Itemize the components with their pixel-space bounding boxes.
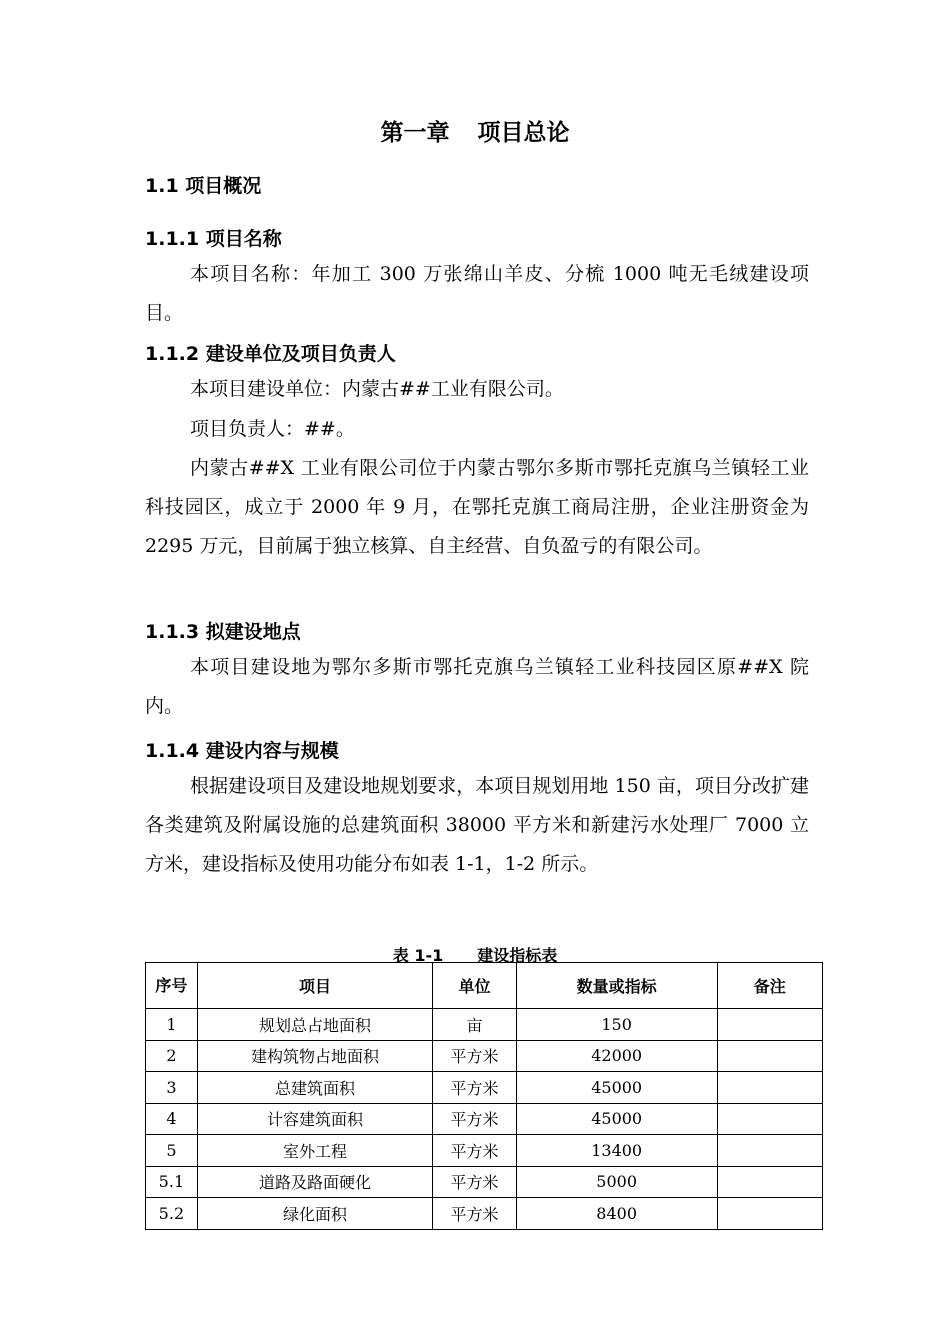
- cell-remark: [717, 1072, 822, 1104]
- paragraph-company-intro: 内蒙古##X 工业有限公司位于内蒙古鄂尔多斯市鄂托克旗乌兰镇轻工业科技园区，成立于 2000 年 9 月，在鄂托克旗工商局注册，企业注册资金为 2295 万元，目前属于独立核算、自主经营、自负盈亏的有限公司。: [145, 457, 809, 557]
- cell-quantity: 13400: [516, 1135, 717, 1167]
- section-heading-1-1-2: 1.1.2 建设单位及项目负责人: [145, 343, 396, 365]
- cell-unit: 平方米: [433, 1166, 517, 1198]
- cell-unit: 平方米: [433, 1135, 517, 1167]
- cell-remark: [717, 1135, 822, 1167]
- table-caption-title: 建设指标表: [477, 946, 558, 965]
- table-row: [146, 1166, 823, 1198]
- table-row: [146, 1009, 823, 1041]
- cell-unit: 平方米: [433, 1072, 517, 1104]
- chapter-name: 项目总论: [477, 120, 570, 146]
- cell-quantity: 45000: [516, 1072, 717, 1104]
- cell-unit: 平方米: [433, 1198, 517, 1230]
- header-quantity: 数量或指标: [516, 963, 717, 1009]
- cell-item: 道路及路面硬化: [197, 1166, 432, 1198]
- header-seq: 序号: [146, 963, 198, 1009]
- chapter-title: [0, 114, 950, 147]
- paragraph-scale: 根据建设项目及建设地规划要求，本项目规划用地 150 亩，项目分改扩建各类建筑及附属设施的总建筑面积 38000 平方米和新建污水处理厂 7000 立方米，建设指标及使用功能分布如表 1-1，1-2 所示。: [145, 775, 809, 875]
- cell-seq: 2: [146, 1040, 198, 1072]
- cell-item: 计容建筑面积: [197, 1103, 432, 1135]
- table-row: [146, 1135, 823, 1167]
- cell-seq: 1: [146, 1009, 198, 1041]
- cell-item: 建构筑物占地面积: [197, 1040, 432, 1072]
- cell-unit: 亩: [433, 1009, 517, 1041]
- cell-quantity: 42000: [516, 1040, 717, 1072]
- cell-seq: 4: [146, 1103, 198, 1135]
- table-header-row: [146, 963, 823, 1009]
- cell-item: 总建筑面积: [197, 1072, 432, 1104]
- paragraph-site: 本项目建设地为鄂尔多斯市鄂托克旗乌兰镇轻工业科技园区原##X 院内。: [145, 656, 809, 717]
- cell-seq: 5.2: [146, 1198, 198, 1230]
- paragraph-project-leader: 项目负责人：##。: [190, 418, 355, 440]
- construction-index-table: [145, 962, 823, 1230]
- table-row: [146, 1103, 823, 1135]
- chapter-number: 第一章: [380, 120, 450, 146]
- table-row: [146, 1040, 823, 1072]
- cell-quantity: 150: [516, 1009, 717, 1041]
- cell-remark: [717, 1040, 822, 1072]
- section-heading-1-1-3: 1.1.3 拟建设地点: [145, 621, 301, 643]
- cell-quantity: 8400: [516, 1198, 717, 1230]
- cell-remark: [717, 1166, 822, 1198]
- cell-item: 绿化面积: [197, 1198, 432, 1230]
- table-row: [146, 1198, 823, 1230]
- header-item: 项目: [197, 963, 432, 1009]
- cell-seq: 5: [146, 1135, 198, 1167]
- cell-item: 室外工程: [197, 1135, 432, 1167]
- section-heading-1-1-1: 1.1.1 项目名称: [145, 228, 282, 250]
- header-unit: 单位: [433, 963, 517, 1009]
- cell-remark: [717, 1198, 822, 1230]
- cell-unit: 平方米: [433, 1040, 517, 1072]
- header-remark: 备注: [717, 963, 822, 1009]
- cell-item: 规划总占地面积: [197, 1009, 432, 1041]
- cell-remark: [717, 1009, 822, 1041]
- paragraph-construction-unit: 本项目建设单位：内蒙古##工业有限公司。: [190, 378, 564, 400]
- cell-seq: 5.1: [146, 1166, 198, 1198]
- cell-quantity: 5000: [516, 1166, 717, 1198]
- cell-remark: [717, 1103, 822, 1135]
- table-row: [146, 1072, 823, 1104]
- paragraph-project-name: 本项目名称：年加工 300 万张绵山羊皮、分梳 1000 吨无毛绒建设项目。: [145, 263, 809, 324]
- cell-quantity: 45000: [516, 1103, 717, 1135]
- section-heading-1-1-4: 1.1.4 建设内容与规模: [145, 740, 339, 762]
- section-heading-1-1: 1.1 项目概况: [145, 175, 262, 197]
- table-caption-number: 表 1-1: [392, 946, 444, 965]
- cell-seq: 3: [146, 1072, 198, 1104]
- cell-unit: 平方米: [433, 1103, 517, 1135]
